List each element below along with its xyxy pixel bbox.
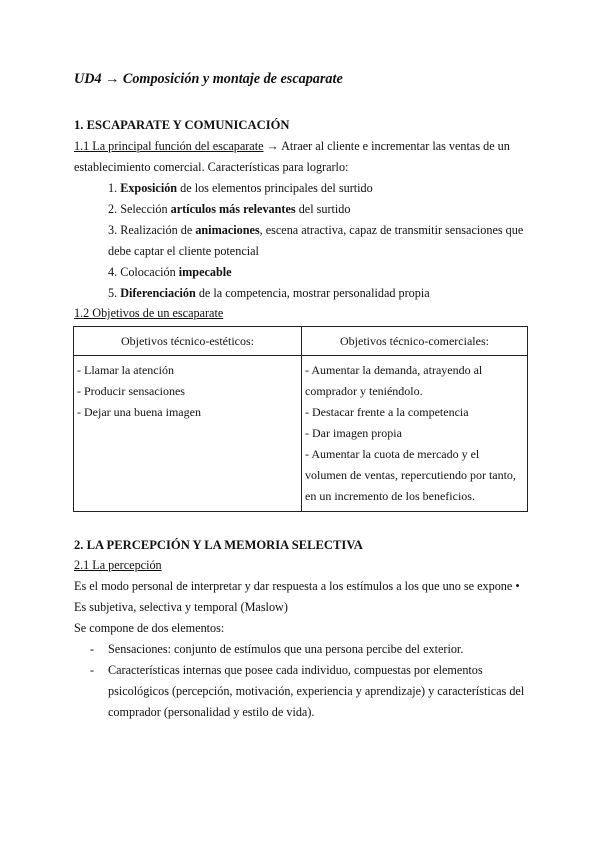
subsection-1-2-link: 1.2 Objetivos de un escaparate	[74, 306, 224, 320]
document-title: UD4 → Composición y montaje de escaparate	[74, 71, 343, 87]
table-line: - Aumentar la cuota de mercado y el	[305, 447, 480, 461]
table-row	[74, 356, 528, 512]
table-line: - Destacar frente a la competencia	[305, 405, 469, 419]
bullet-dash: -	[90, 663, 95, 677]
table-line: en un incremento de los beneficios.	[305, 489, 475, 503]
subsection-1-1-text: → Atraer al cliente e incrementar las ventas de un	[263, 139, 510, 153]
bullet-sensaciones: Sensaciones: conjunto de estímulos que una persona percibe del exterior.	[108, 642, 464, 656]
section2-heading: 2. LA PERCEPCIÓN Y LA MEMORIA SELECTIVA	[74, 538, 363, 552]
table-line: - Producir sensaciones	[77, 384, 185, 398]
table-line: - Llamar la atención	[77, 363, 174, 377]
list-item-animaciones-cont: debe captar el cliente potencial	[108, 244, 259, 258]
paragraph-line: Es subjetiva, selectiva y temporal (Maslow)	[74, 600, 288, 614]
bullet-caracteristicas-cont: comprador (personalidad y estilo de vida).	[108, 705, 315, 719]
list-item-seleccion: 2. Selección artículos más relevantes del surtido	[108, 202, 351, 216]
table-line: comprador y teniéndolo.	[305, 384, 423, 398]
list-item-animaciones: 3. Realización de animaciones, escena atractiva, capaz de transmitir sensaciones que	[108, 223, 524, 237]
bullet-dash: -	[90, 642, 95, 656]
objectives-table	[73, 326, 528, 512]
table-line: - Dar imagen propia	[305, 426, 402, 440]
subsection-1-1-text-line2: establecimiento comercial. Características para lograrlo:	[74, 160, 349, 174]
table-line: - Dejar una buena imagen	[77, 405, 201, 419]
section1-subtitle-line	[74, 139, 510, 154]
table-header-tecnico-comerciales: Objetivos técnico-comerciales:	[302, 327, 528, 356]
table-line: volumen de ventas, repercutiendo por tanto,	[305, 468, 516, 482]
table-header-row	[74, 327, 528, 356]
list-item-diferenciacion: 5. Diferenciación de la competencia, mostrar personalidad propia	[108, 286, 430, 300]
paragraph-line: Se compone de dos elementos:	[74, 621, 225, 635]
paragraph-line: Es el modo personal de interpretar y dar respuesta a los estímulos a los que uno se expone •	[74, 579, 520, 593]
bullet-caracteristicas: Características internas que posee cada individuo, compuestas por elementos	[108, 663, 483, 677]
section1-heading: 1. ESCAPARATE Y COMUNICACIÓN	[74, 118, 290, 132]
table-line: - Aumentar la demanda, atrayendo al	[305, 363, 483, 377]
table-cell-esteticos	[74, 356, 302, 512]
list-item-exposicion: 1. Exposición de los elementos principales del surtido	[108, 181, 373, 195]
subsection-1-1-link: 1.1 La principal función del escaparate	[74, 139, 264, 153]
table-header-tecnico-esteticos: Objetivos técnico-estéticos:	[74, 327, 302, 356]
list-item-colocacion: 4. Colocación impecable	[108, 265, 232, 279]
bullet-caracteristicas-cont: psicológicos (percepción, motivación, experiencia y aprendizaje) y características del	[108, 684, 525, 698]
table-cell-comerciales	[302, 356, 528, 512]
subsection-2-1-link: 2.1 La percepción	[74, 558, 162, 572]
